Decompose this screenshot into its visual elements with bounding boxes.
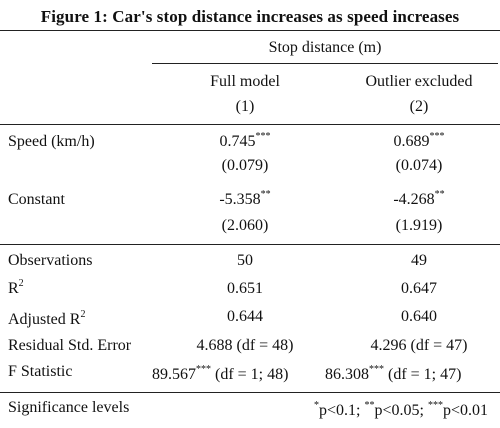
statistics-bottom-rule [0,392,500,393]
top-rule [0,30,500,31]
coef-label-constant: Constant [8,191,65,208]
coef-label-speed: Speed (km/h) [8,133,95,150]
se-constant-model-1: (2.060) [221,217,269,234]
significance-stars: *** [429,131,445,142]
significance-stars: ** [434,189,445,200]
stat-label-fstat: F Statistic [8,363,73,380]
r2-label-sup: 2 [18,278,24,289]
r2-model-2: 0.647 [401,280,437,297]
significance-stars: ** [260,189,271,200]
adj-r2-label-sup: 2 [80,309,86,320]
se-constant-model-2: (1.919) [395,217,443,234]
significance-levels-legend [314,401,488,421]
stat-label-rse: Residual Std. Error [8,337,132,354]
r2-model-1: 0.651 [227,280,263,297]
legend-stars-2: ** [364,400,375,411]
legend-text-2: p<0.05; [374,402,424,419]
estimate-value: -5.358 [219,191,261,208]
significance-levels-label: Significance levels [8,399,130,416]
fstat-value: 86.308 [325,366,369,383]
coef-speed-model-2 [340,132,498,152]
estimate-value: 0.689 [393,133,430,150]
legend-text-1: p<0.1; [319,402,361,419]
legend-text-3: p<0.01 [442,402,488,419]
rse-model-2: 4.296 (df = 47) [370,337,468,354]
figure-title: Figure 1: Car's stop distance increases as speed increases [40,7,460,26]
adj-r2-model-2: 0.640 [401,308,437,325]
fstat-value: 89.567 [152,366,196,383]
se-speed-model-2: (0.074) [395,157,443,174]
model-2-name: Outlier excluded [365,73,473,90]
adj-r2-label-main: Adjusted R [8,311,81,328]
coef-constant-model-1 [150,190,340,210]
r2-label-main: R [8,280,19,297]
legend-stars-3: *** [427,400,443,411]
model-1-name: Full model [210,73,280,90]
model-2-number: (2) [409,98,429,115]
rse-model-1: 4.688 (df = 48) [196,337,294,354]
significance-stars: *** [369,364,384,375]
estimate-value: -4.268 [393,191,435,208]
dependent-variable-rule [152,63,498,64]
stat-label-adjusted-r2 [8,310,85,330]
model-1-number: (1) [235,98,255,115]
coefficients-bottom-rule [0,244,500,245]
legend-stars-1: * [314,400,320,411]
fstat-df: (df = 1; 48) [215,366,289,383]
stat-label-observations: Observations [8,252,93,269]
se-speed-model-1: (0.079) [221,157,269,174]
observations-model-2: 49 [411,252,427,269]
significance-stars: *** [196,364,211,375]
fstat-model-2 [325,365,461,385]
coef-constant-model-2 [340,190,498,210]
observations-model-1: 50 [237,252,253,269]
significance-stars: *** [255,131,271,142]
fstat-df: (df = 1; 47) [388,366,462,383]
estimate-value: 0.745 [219,133,256,150]
adj-r2-model-1: 0.644 [227,308,263,325]
fstat-model-1 [152,365,288,385]
dependent-variable-label: Stop distance (m) [268,39,382,56]
stat-label-r2 [8,279,24,299]
coef-speed-model-1 [150,132,340,152]
header-bottom-rule [0,124,500,125]
